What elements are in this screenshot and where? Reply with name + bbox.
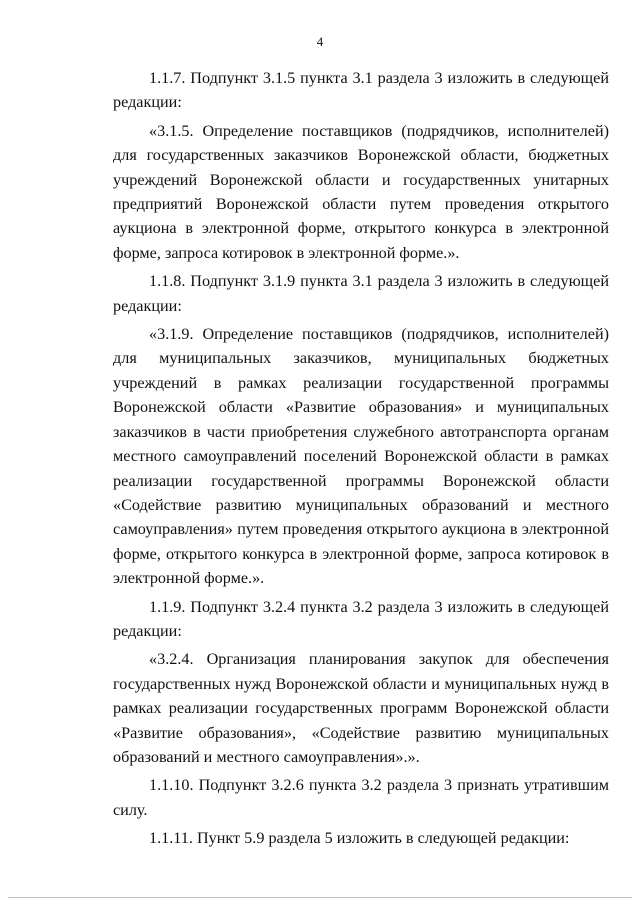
paragraph-1-1-8: 1.1.8. Подпункт 3.1.9 пункта 3.1 раздела 3 изложить в следующей редакции: [113, 272, 609, 315]
document-body [113, 66, 609, 855]
paragraph-3-2-4-text: «3.2.4. Организация планирования закупок для обеспечения государственных нужд Воронежской области и муниципальных нужд в рамках реализации государственных программ Воронежской области «Развитие образования», «Содействие развитию муниципальных образований и местного самоуправления».». [113, 650, 609, 766]
page-number: 4 [316, 34, 324, 49]
paragraph-1-1-7: 1.1.7. Подпункт 3.1.5 пункта 3.1 раздела 3 изложить в следующей редакции: [113, 69, 609, 112]
page-bottom-divider [8, 897, 632, 898]
paragraph-3-1-9-text: «3.1.9. Определение поставщиков (подрядчиков, исполнителей) для муниципальных заказчиков, муниципальных бюджетных учреждений в рамках реализации государственной программы Воронежской области «Развитие образования» и муниципальных заказчиков в части приобретения служебного автотранспорта органам местного самоуправлений поселений Воронежской области в рамках реализации государственной программы Воронежской области «Содействие развитию муниципальных образований и местного самоуправления» путем проведения открытого аукциона в электронной форме, открытого конкурса в электронной форме, запроса котировок в электронной форме.». [113, 325, 609, 588]
paragraph-1-1-10: 1.1.10. Подпункт 3.2.6 пункта 3.2 раздела 3 признать утратившим силу. [113, 776, 609, 819]
paragraph-1-1-9: 1.1.9. Подпункт 3.2.4 пункта 3.2 раздела 3 изложить в следующей редакции: [113, 597, 609, 640]
paragraph-1-1-11: 1.1.11. Пункт 5.9 раздела 5 изложить в следующей редакции: [149, 829, 570, 848]
paragraph-3-1-5-text: «3.1.5. Определение поставщиков (подрядчиков, исполнителей) для государственных заказчиков Воронежской области, бюджетных учреждений Воронежской области и государственных унитарных предприятий Воронежской области путем проведения открытого аукциона в электронной форме, открытого конкурса в электронной форме, запроса котировок в электронной форме.». [113, 121, 609, 262]
